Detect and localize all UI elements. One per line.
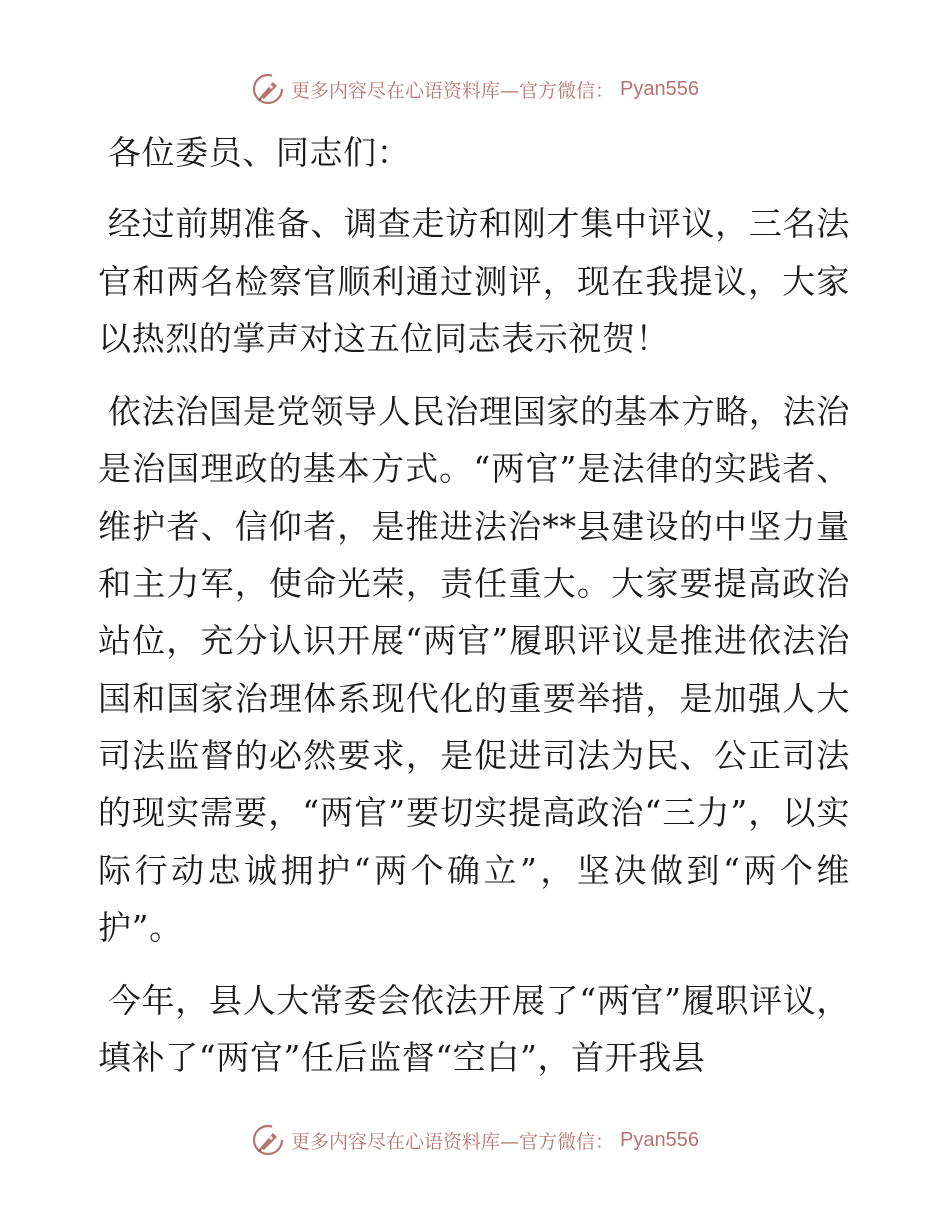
watermark-header	[0, 71, 950, 107]
greeting-line: 各位委员、同志们：	[107, 133, 411, 172]
pen-nib-logo-icon	[251, 1123, 285, 1157]
pen-nib-logo-icon	[251, 72, 285, 106]
watermark-text: 更多内容尽在心语资料库—官方微信：	[291, 1130, 615, 1153]
watermark-text: 更多内容尽在心语资料库—官方微信：	[291, 79, 615, 102]
watermark-footer	[0, 1122, 950, 1158]
paragraph-1: 经过前期准备、调查走访和刚才集中评议，三名法官和两名检察官顺利通过测评，现在我提议，大家以热烈的掌声对这五位同志表示祝贺！	[98, 204, 850, 358]
paragraph-3: 今年，县人大常委会依法开展了“两官”履职评议，填补了“两官”任后监督“空白”，首开我县	[98, 981, 850, 1078]
watermark-account: Pyan556	[620, 1128, 699, 1151]
document-body	[98, 124, 850, 1103]
watermark-account: Pyan556	[620, 77, 699, 100]
paragraph-2: 依法治国是党领导人民治理国家的基本方略，法治是治国理政的基本方式。“两官”是法律的实践者、维护者、信仰者，是推进法治**县建设的中坚力量和主力军，使命光荣，责任重大。大家要提高政治站位，充分认识开展“两官”履职评议是推进依法治国和国家治理体系现代化的重要举措，是加强人大司法监督的必然要求，是促进司法为民、公正司法的现实需要，“两官”要切实提高政治“三力”，以实际行动忠诚拥护“两个确立”，坚决做到“两个维护”。	[98, 392, 850, 947]
